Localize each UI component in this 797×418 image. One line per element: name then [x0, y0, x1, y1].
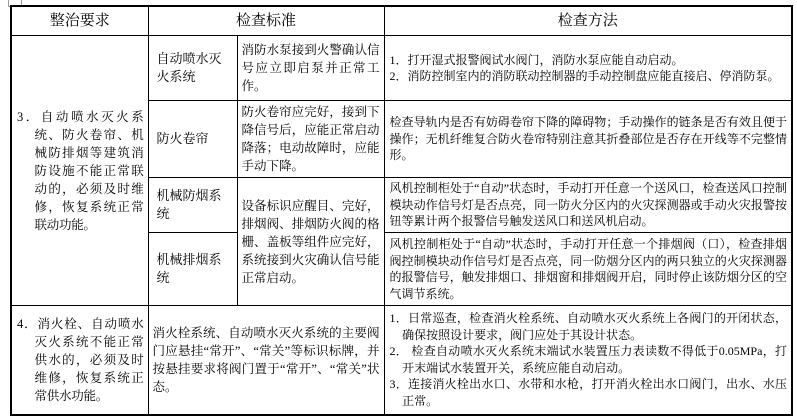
header-row: [11, 6, 792, 36]
requirement-item3-cell: [11, 36, 148, 306]
method-sprinkler-step-2: 2．消防控制室内的消防联动控制器的手动控制盘应能直接启、停消防泵。: [389, 69, 780, 83]
table-row: [11, 36, 792, 101]
method-fire-shutter: 检查导轨内是否有妨碍卷帘下降的障碍物；手动操作的链条是否有效且便于操作；无机纤维复合防火卷帘特别注意其折叠部位是否存在开线等不完整情形。: [384, 101, 792, 178]
method-hydrant-step-2: 2． 检查自动喷水灭火系统末端试水装置压力表读数不得低于0.05MPa，打开末端试水装置开关，系统应能自动启动。: [389, 344, 788, 375]
system-label-smoke-prevention: 机械防烟系统: [148, 178, 237, 233]
table-row: [11, 306, 792, 415]
method-sprinkler-step-1: 1．打开湿式报警阀试水阀门，消防水泵应能自动启动。: [389, 52, 684, 67]
system-label-sprinkler: 自动喷水灭火系统: [148, 36, 237, 101]
column-header-method: 检查方法: [384, 6, 792, 36]
method-smoke-exhaust: 风机控制柜处于“自动”状态时，手动打开任意一个排烟阀（口），检查排烟阀控制模块动作信号灯是否点亮，同一防烟分区内的两只独立的火灾探测器的报警信号，触发排烟口、排烟窗和排烟阀开启，同时停止该防烟分区的空气调节系统。: [384, 233, 792, 306]
method-hydrant-step-3: 3．连接消火栓出水口、水带和水枪，打开消火栓出水口阀门，出水、水压正常。: [389, 377, 788, 408]
system-label-fire-shutter: 防火卷帘: [148, 101, 237, 178]
system-label-smoke-exhaust: 机械排烟系统: [148, 233, 237, 306]
requirement-item4-text: 4．消火栓、自动喷水灭火系统不能正常供水的，必须及时维修，恢复系统正常供水功能。: [17, 316, 144, 403]
column-header-standard: 检查标准: [148, 6, 384, 36]
inspection-table: [10, 5, 793, 416]
method-sprinkler-cell: [384, 36, 792, 101]
requirement-item4-cell: [11, 306, 148, 415]
method-hydrant-step-1: 1．日常巡查，检查消火栓系统、自动喷水灭火系统上各阀门的开闭状态，确保按照设计要求，阀门应处于其设计状态。: [389, 311, 788, 342]
standard-smoke-systems-shared: 设备标识应醒目、完好，排烟阀、排烟防火阀的格栅、盖板等组件应完好，系统接到火灾确认信号能正常启动。: [237, 178, 384, 306]
method-smoke-prevention: 风机控制柜处于“自动”状态时，手动打开任意一个送风口，检查送风口控制模块动作信号灯是否点亮，同一防火分区内的火灾探测器或手动火灾报警按钮等累计两个报警信号触发送风口和送风机启动。: [384, 178, 792, 233]
standard-hydrant-valves: 消火栓系统、自动喷水灭火系统的主要阀门应悬挂“常开”、“常关”等标识标牌，并按悬挂要求将阀门置于“常开”、“常关”状态。: [148, 306, 384, 415]
standard-sprinkler: 消防水泵接到火警确认信号应立即启泵并正常工作。: [237, 36, 384, 101]
method-hydrant-cell: [384, 306, 792, 415]
standard-fire-shutter: 防火卷帘应完好，接到下降信号后，应能正常启动降落；电动故障时，应能手动下降。: [237, 101, 384, 178]
requirement-item3-text: 3．自动喷水灭火系统、防火卷帘、机械防排烟等建筑消防设施不能正常联动的，必须及时维修，恢复系统正常联动功能。: [17, 109, 144, 232]
column-header-requirement: 整治要求: [11, 6, 148, 36]
